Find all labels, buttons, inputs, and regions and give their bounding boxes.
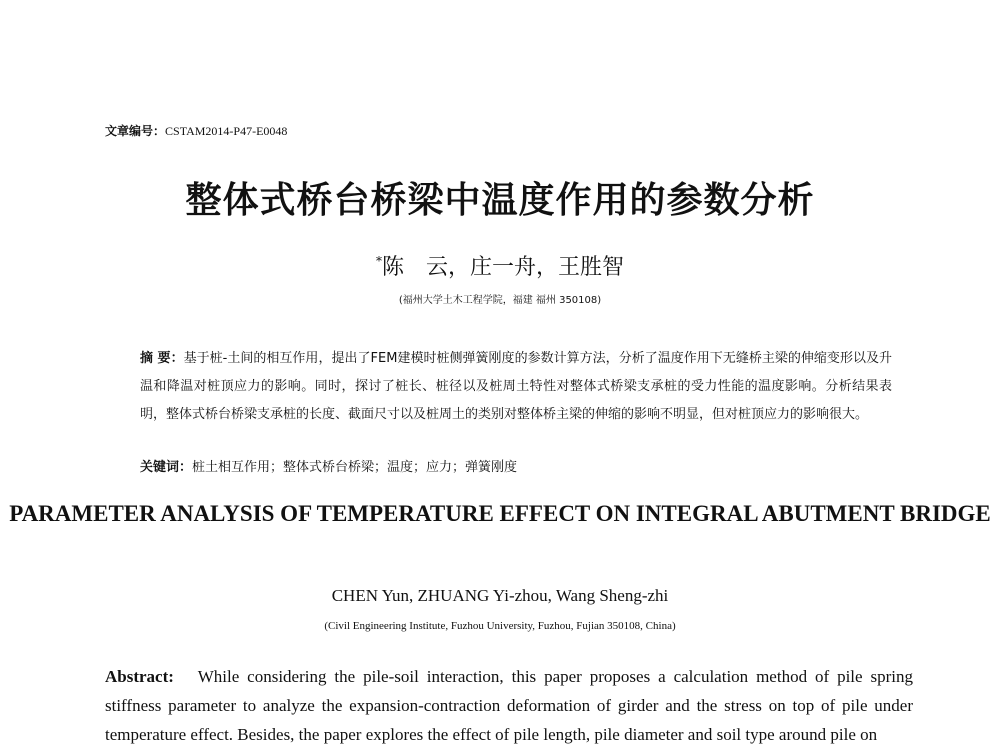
article-number-label: 文章编号： [105, 124, 166, 138]
title-english: PARAMETER ANALYSIS OF TEMPERATURE EFFECT ON INTEGRAL ABUTMENT BRIDGE [9, 501, 991, 526]
abstract-english [105, 662, 913, 749]
authors-chinese [0, 250, 1000, 281]
affiliation-english: (Civil Engineering Institute, Fuzhou University, Fuzhou, Fujian 350108, China) [324, 620, 676, 632]
article-number-value: CSTAM2014-P47-E0048 [165, 124, 288, 138]
authors-english: CHEN Yun, ZHUANG Yi-zhou, Wang Sheng-zhi [331, 586, 669, 605]
corresponding-author-marker: * [375, 254, 382, 268]
keywords-chinese [140, 456, 892, 475]
article-number [105, 122, 287, 139]
keywords-chinese-text: 桩土相互作用；整体式桥台桥梁；温度；应力；弹簧刚度 [192, 460, 518, 475]
abstract-chinese-label: 摘 要： [140, 351, 184, 366]
title-chinese: 整体式桥台桥梁中温度作用的参数分析 [185, 180, 815, 221]
abstract-english-text: While considering the pile-soil interaction, this paper proposes a calculation method of pile spring stiffness parameter to analyze the expansion-contraction deformation of girder and the stress on top of pile under temperature effect. Besides, the paper explores the effect of pile length, pile diameter and soil type around pile on [105, 667, 914, 744]
abstract-chinese-text: 基于桩-土间的相互作用，提出了FEM建模时桩侧弹簧刚度的参数计算方法，分析了温度作用下无缝桥主梁的伸缩变形以及升温和降温对桩顶应力的影响。同时，探讨了桩长、桩径以及桩周土特性对整体式桥梁支承桩的受力性能的温度影响。分析结果表明，整体式桥台桥梁支承桩的长度、截面尺寸以及桩周土的类别对整体桥主梁的伸缩的影响不明显，但对桩顶应力的影响很大。 [140, 351, 892, 422]
keywords-chinese-label: 关键词： [140, 460, 193, 475]
abstract-english-label: Abstract: [105, 667, 174, 686]
affiliation-chinese: (福州大学土木工程学院，福建 福州 350108) [398, 295, 602, 306]
author-names-chinese: 陈 云，庄一舟，王胜智 [381, 255, 624, 280]
abstract-chinese [140, 345, 892, 429]
